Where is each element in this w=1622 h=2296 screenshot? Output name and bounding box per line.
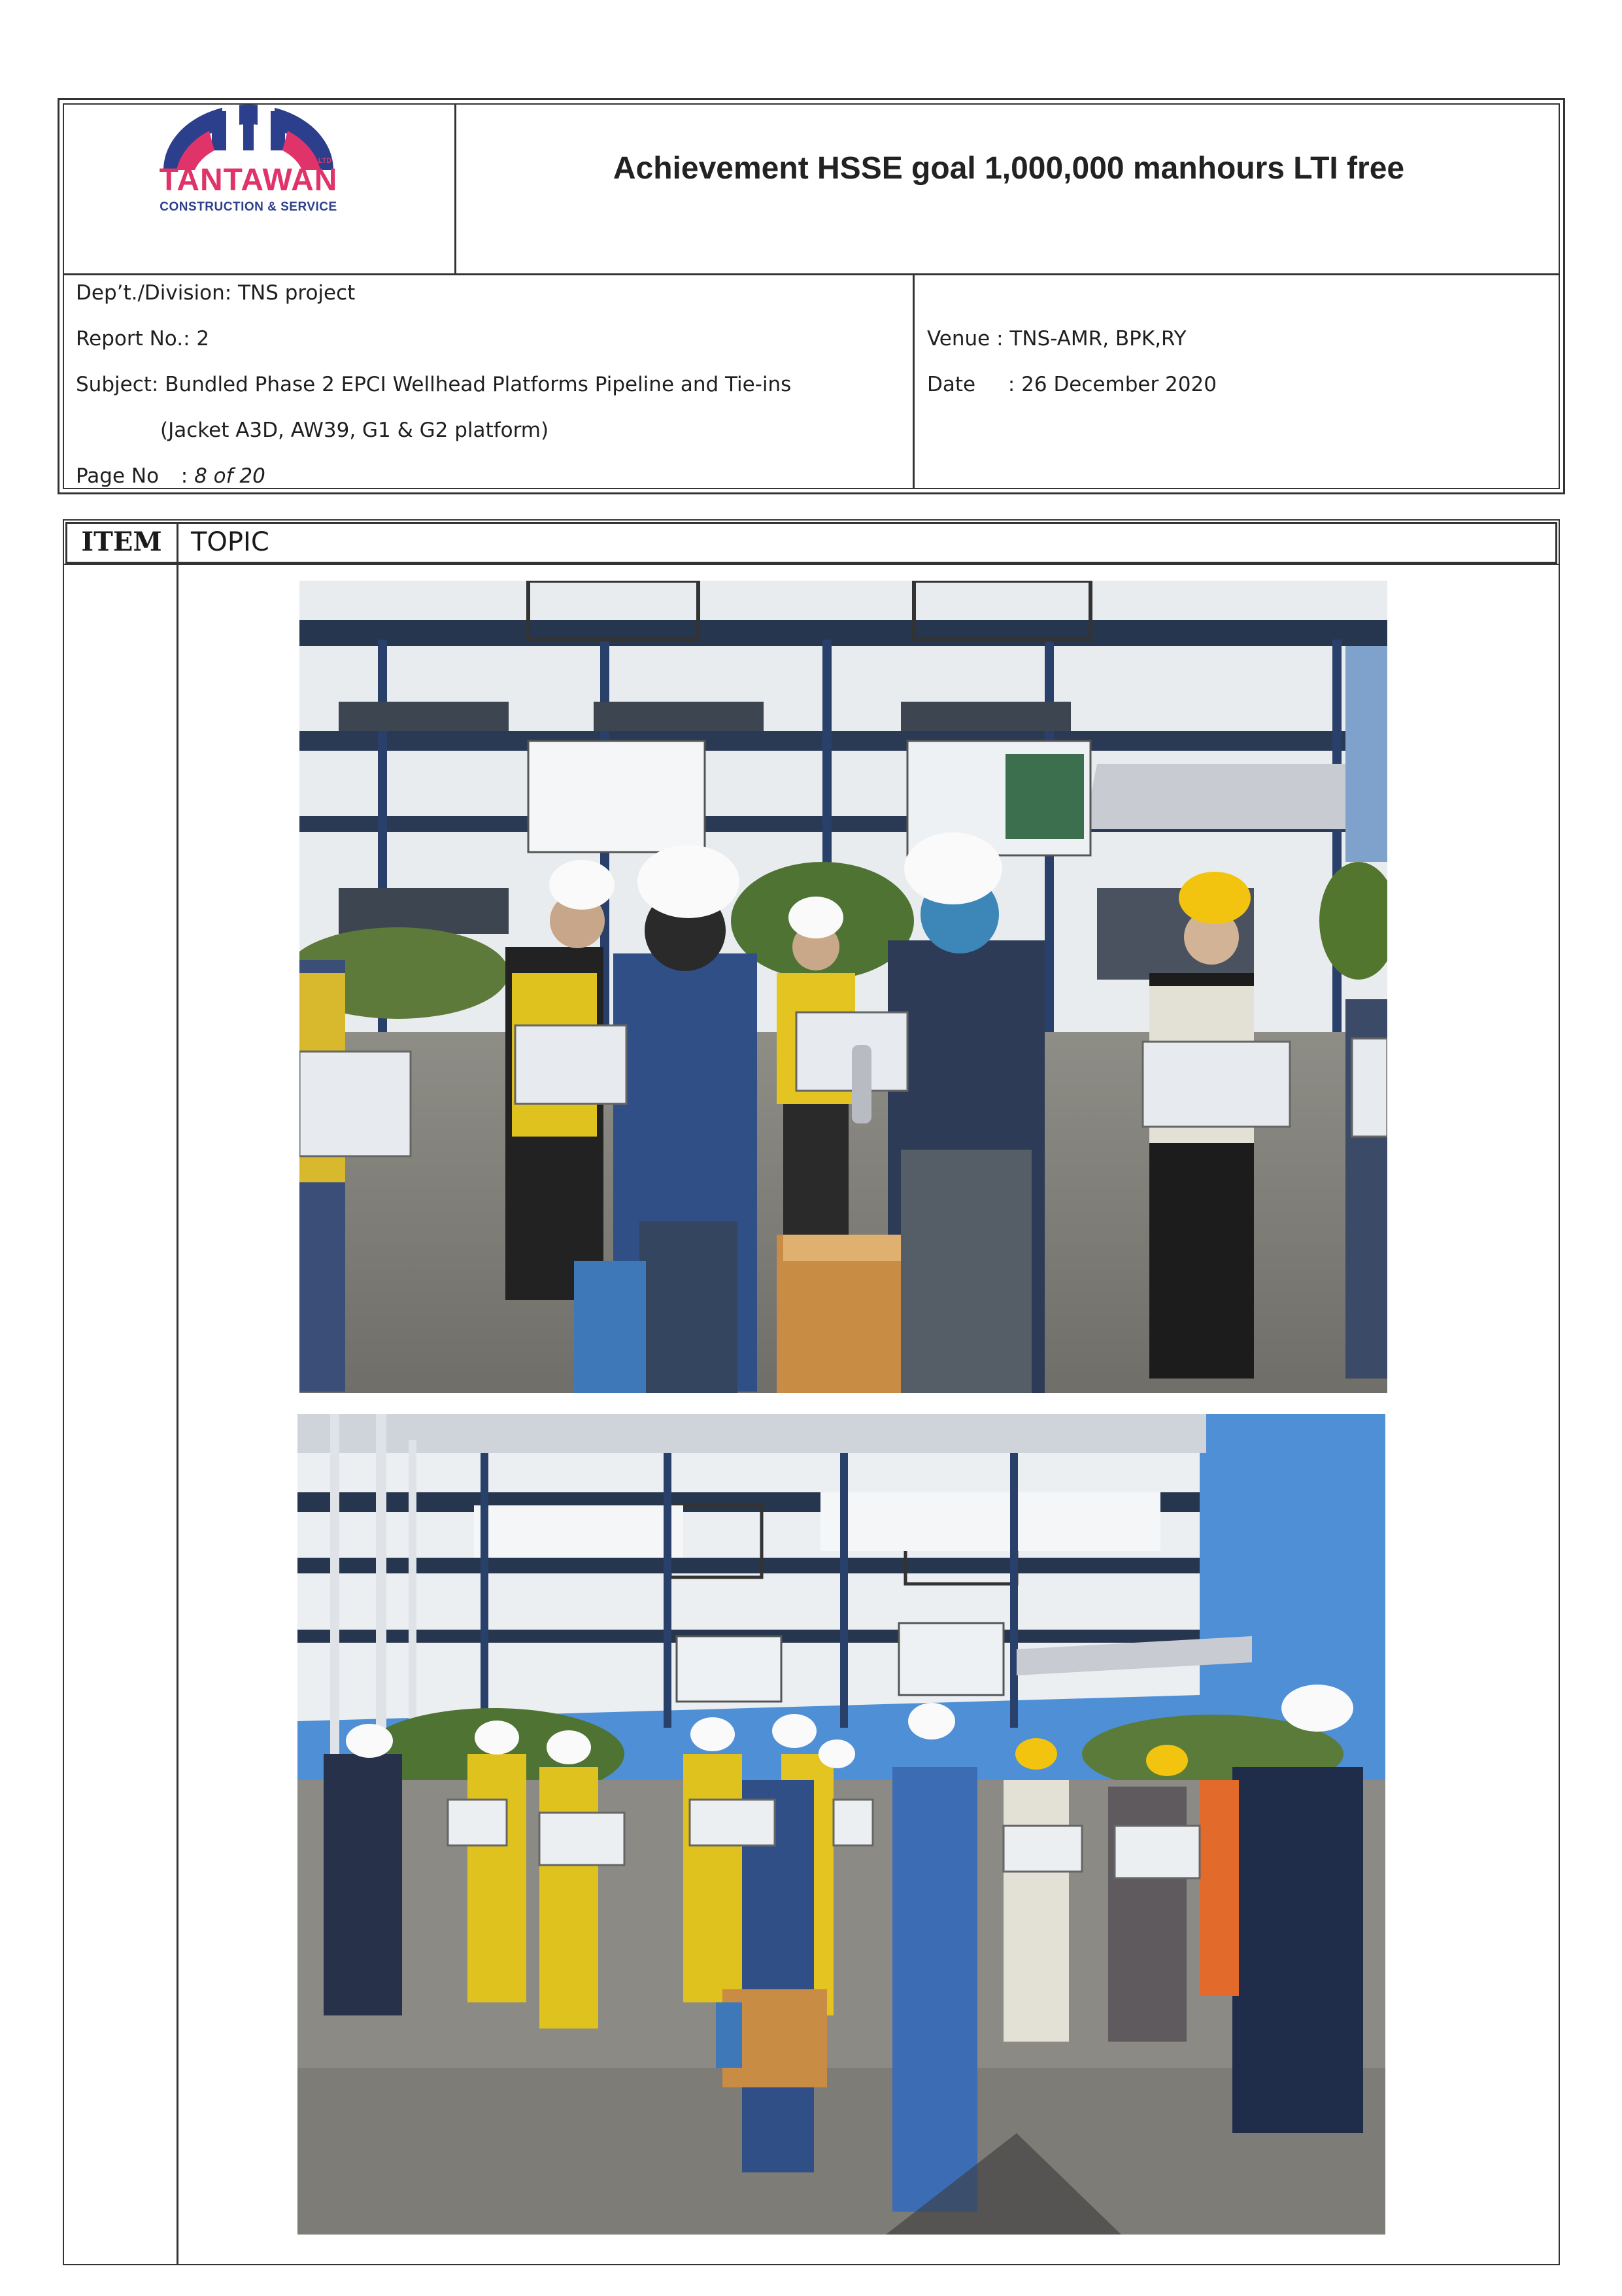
topic-column-header: TOPIC	[191, 527, 269, 557]
date-label: Date	[927, 373, 976, 396]
page-separator: :	[180, 464, 188, 488]
dept-value: TNS project	[238, 281, 356, 305]
item-column-header: ITEM	[81, 526, 162, 557]
award-ceremony-photo-1	[299, 581, 1387, 1393]
document-title: Achievement HSSE goal 1,000,000 manhours LTI free	[613, 151, 1405, 186]
page-no-field	[76, 464, 265, 488]
venue-label: Venue :	[927, 327, 1004, 351]
header-divider	[63, 273, 1560, 275]
item-header-divider	[63, 564, 1560, 565]
logo-subtitle-text: CONSTRUCTION & SERVICE	[160, 200, 337, 214]
subject-field	[76, 373, 791, 396]
photo-2-image	[297, 1414, 1385, 2235]
dept-field	[76, 281, 355, 305]
venue-value: TNS-AMR, BPK,RY	[1009, 327, 1187, 351]
page-value: 8 of 20	[194, 464, 265, 488]
logo-brand-text: TANTAWAN	[159, 163, 338, 197]
report-value: 2	[196, 327, 210, 351]
subject-label: Subject:	[76, 373, 159, 396]
logo-co-text: CO.,LTD	[303, 157, 332, 165]
report-label: Report No.:	[76, 327, 190, 351]
date-value: 26 December 2020	[1021, 373, 1217, 396]
logo-cell-divider	[454, 103, 456, 275]
page-label: Page No	[76, 464, 160, 488]
award-ceremony-photo-2	[297, 1414, 1385, 2235]
info-divider	[913, 275, 915, 489]
company-logo	[131, 105, 366, 262]
dept-label: Dep’t./Division:	[76, 281, 232, 305]
venue-field	[927, 327, 1187, 351]
subject-value: Bundled Phase 2 EPCI Wellhead Platforms Pipeline and Tie-ins	[165, 373, 792, 396]
date-field	[927, 373, 1217, 396]
report-no-field	[76, 327, 209, 351]
item-table-header-row	[65, 522, 1557, 564]
photo-1-image	[299, 581, 1387, 1393]
date-separator: :	[1007, 373, 1015, 396]
item-column-divider	[177, 522, 178, 2265]
subject-continuation: (Jacket A3D, AW39, G1 & G2 platform)	[160, 419, 549, 442]
